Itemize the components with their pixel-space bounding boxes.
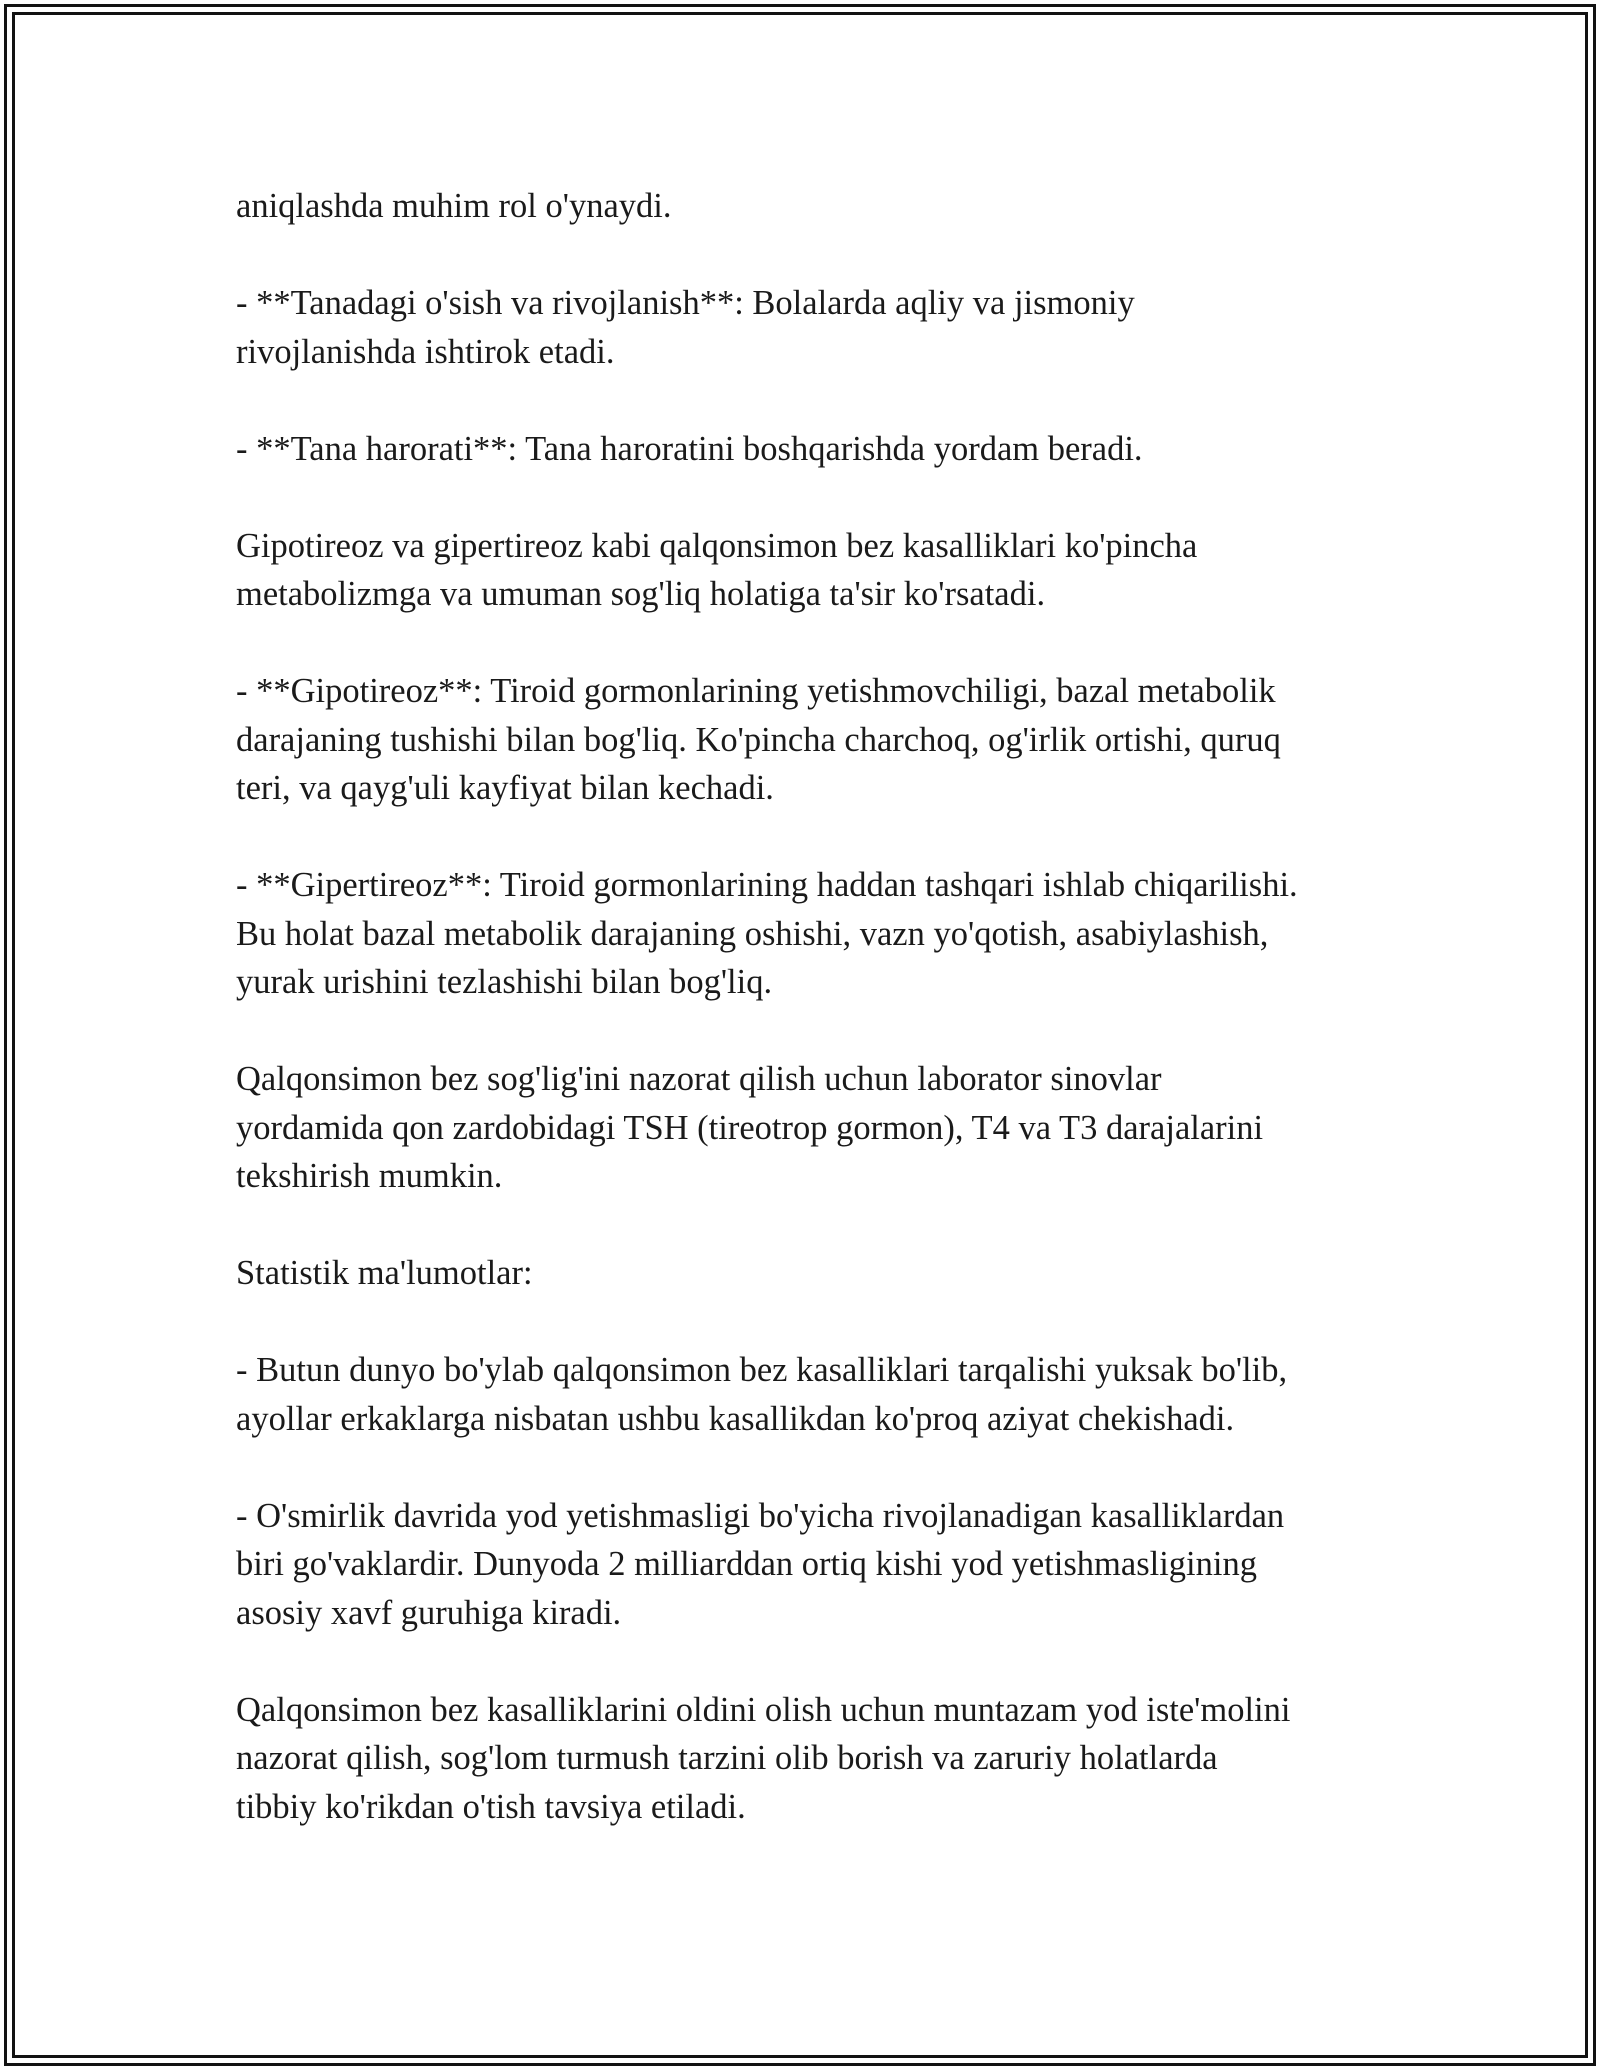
text-line: aniqlashda muhim rol o'ynaydi.: [236, 187, 672, 225]
text-line: tekshirish mumkin.: [236, 1157, 503, 1195]
text-line: Statistik ma'lumotlar:: [236, 1254, 533, 1292]
text-line: yurak urishini tezlashishi bilan bog'liq.: [236, 963, 773, 1001]
text-line: nazorat qilish, sog'lom turmush tarzini olib borish va zaruriy holatlarda: [236, 1739, 1218, 1777]
text-line: - **Tana harorati**: Tana haroratini boshqarishda yordam beradi.: [236, 429, 1143, 468]
paragraph: [236, 1249, 1396, 1298]
paragraph: [236, 182, 1396, 231]
paragraph: [236, 1055, 1396, 1201]
text-line: Qalqonsimon bez sog'lig'ini nazorat qilish uchun laborator sinovlar: [236, 1060, 1162, 1098]
paragraph: [236, 425, 1396, 474]
paragraph: [236, 1492, 1396, 1638]
text-line: teri, va qayg'uli kayfiyat bilan kechadi.: [236, 769, 774, 807]
text-line: tibbiy ko'rikdan o'tish tavsiya etiladi.: [236, 1787, 746, 1826]
paragraph: [236, 279, 1396, 376]
paragraph: [236, 522, 1396, 619]
text-line: Qalqonsimon bez kasalliklarini oldini olish uchun muntazam yod iste'molini: [236, 1690, 1291, 1729]
text-line: - **Gipotireoz**: Tiroid gormonlarining yetishmovchiligi, bazal metabolik: [236, 672, 1276, 710]
text-line: Bu holat bazal metabolik darajaning oshishi, vazn yo'qotish, asabiylashish,: [236, 914, 1269, 953]
paragraph: [236, 667, 1396, 813]
paragraph: [236, 1346, 1396, 1443]
text-line: Gipotireoz va gipertireoz kabi qalqonsimon bez kasalliklari ko'pincha: [236, 526, 1198, 565]
paragraph: [236, 861, 1396, 1007]
text-line: yordamida qon zardobidagi TSH (tireotrop gormon), T4 va T3 darajalarini: [236, 1108, 1264, 1147]
text-line: - **Tanadagi o'sish va rivojlanish**: Bolalarda aqliy va jismoniy: [236, 284, 1135, 322]
text-line: - **Gipertireoz**: Tiroid gormonlarining haddan tashqari ishlab chiqarilishi.: [236, 866, 1298, 904]
text-line: darajaning tushishi bilan bog'liq. Ko'pincha charchoq, og'irlik ortishi, quruq: [236, 720, 1281, 759]
text-line: asosiy xavf guruhiga kiradi.: [236, 1593, 622, 1632]
text-line: metabolizmga va umuman sog'liq holatiga ta'sir ko'rsatadi.: [236, 575, 1046, 613]
text-line: rivojlanishda ishtirok etadi.: [236, 332, 615, 371]
document-body: [236, 182, 1396, 1831]
text-line: biri go'vaklardir. Dunyoda 2 milliarddan ortiq kishi yod yetishmasligining: [236, 1545, 1257, 1583]
text-line: ayollar erkaklarga nisbatan ushbu kasallikdan ko'proq aziyat chekishadi.: [236, 1399, 1235, 1438]
text-line: - Butun dunyo bo'ylab qalqonsimon bez kasalliklari tarqalishi yuksak bo'lib,: [236, 1351, 1288, 1389]
text-line: - O'smirlik davrida yod yetishmasligi bo'yicha rivojlanadigan kasalliklardan: [236, 1496, 1285, 1535]
paragraph: [236, 1686, 1396, 1832]
